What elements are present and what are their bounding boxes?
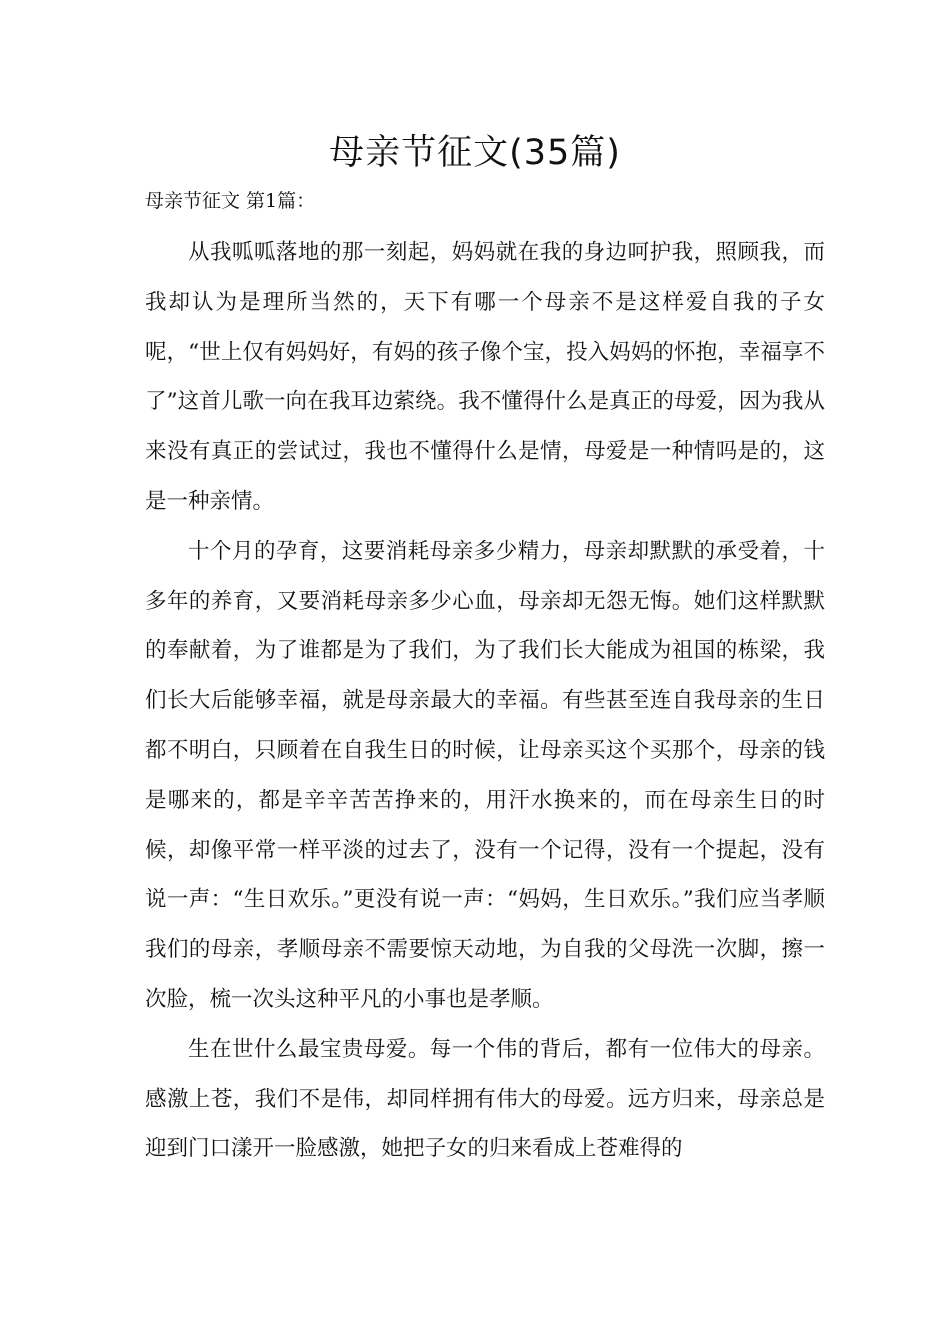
document-title: 母亲节征文(35篇): [329, 133, 621, 173]
paragraph: 十个月的孕育，这要消耗母亲多少精力，母亲却默默的承受着，十多年的养育，又要消耗母亲多少心血，母亲却无怨无悔。她们这样默默的奉献着，为了谁都是为了我们，为了我们长大能成为祖国的栋梁，我们长大后能够幸福，就是母亲最大的幸福。有些甚至连自我母亲的生日都不明白，只顾着在自我生日的时候，让母亲买这个买那个，母亲的钱是哪来的，都是辛辛苦苦挣来的，用汗水换来的，而在母亲生日的时候，却像平常一样平淡的过去了，没有一个记得，没有一个提起，没有说一声：“生日欢乐。”更没有说一声：“妈妈，生日欢乐。”我们应当孝顺我们的母亲，孝顺母亲不需要惊天动地，为自我的父母洗一次脚，擦一次脸，梳一次头这种平凡的小事也是孝顺。: [145, 538, 825, 1012]
document-body: [145, 228, 825, 1174]
paragraph: 从我呱呱落地的那一刻起，妈妈就在我的身边呵护我，照顾我，而我却认为是理所当然的，天下有哪一个母亲不是这样爱自我的子女呢，“世上仅有妈妈好，有妈的孩子像个宝，投入妈妈的怀抱，幸福享不了”这首儿歌一向在我耳边萦绕。我不懂得什么是真正的母爱，因为我从来没有真正的尝试过，我也不懂得什么是情，母爱是一种情吗是的，这是一种亲情。: [145, 240, 825, 514]
paragraph: 生在世什么最宝贵母爱。每一个伟的背后，都有一位伟大的母亲。感激上苍，我们不是伟，却同样拥有伟大的母爱。远方归来，母亲总是迎到门口漾开一脸感激，她把子女的归来看成上苍难得的: [145, 1036, 825, 1162]
section-heading: 母亲节征文 第1篇：: [145, 190, 316, 212]
